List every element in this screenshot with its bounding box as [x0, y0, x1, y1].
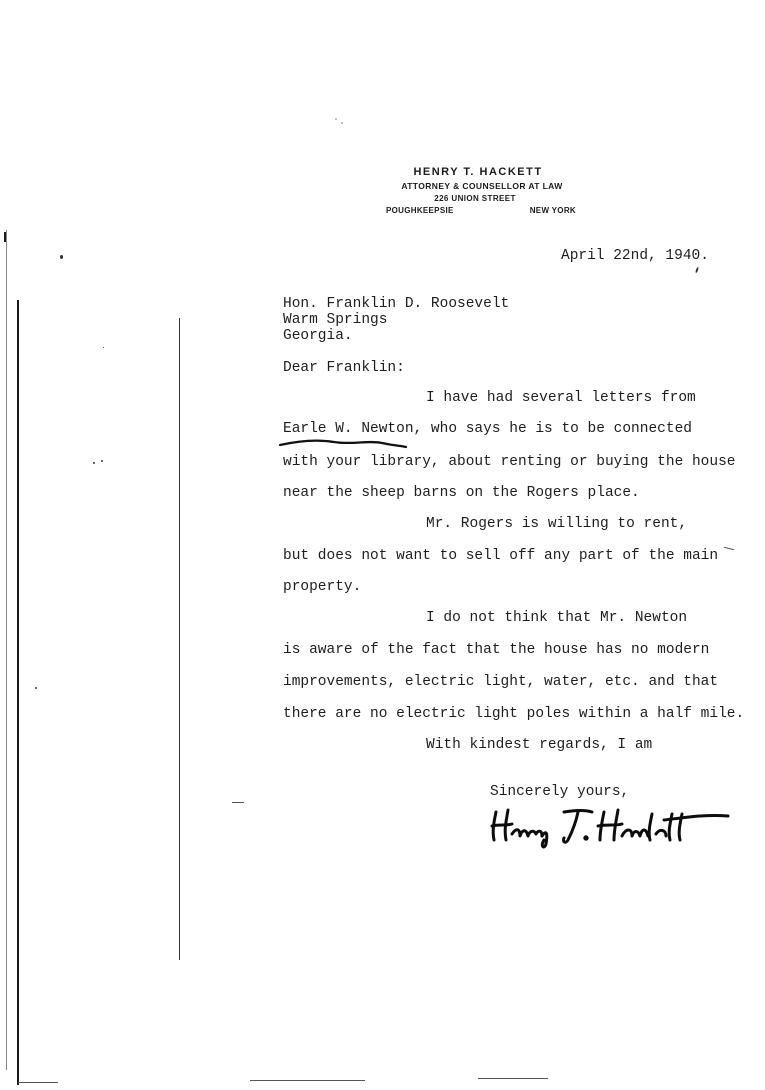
letterhead-city: POUGHKEEPSIE — [386, 206, 454, 215]
letterhead — [380, 166, 590, 215]
letterhead-title: ATTORNEY & COUNSELLOR AT LAW — [401, 181, 563, 191]
bottom-rule-right — [478, 1078, 548, 1079]
ink-speck — [335, 118, 337, 120]
body-line: With kindest regards, I am — [426, 737, 653, 753]
body-line: Mr. Rogers is willing to rent, — [426, 516, 688, 532]
handwritten-signature — [486, 800, 736, 850]
salutation: Dear Franklin: — [283, 360, 405, 376]
stray-dash-right — [724, 547, 734, 551]
body-line: I do not think that Mr. Newton — [426, 610, 688, 626]
left-margin-rule-thin — [6, 230, 7, 1070]
ink-speck — [35, 687, 37, 689]
stray-dash — [232, 802, 244, 803]
body-line: Earle W. Newton, who says he is to be connected — [283, 421, 692, 437]
letterhead-state: NEW YORK — [529, 206, 576, 215]
ink-speck — [341, 122, 343, 124]
closing: Sincerely yours, — [490, 784, 630, 800]
letter-date: April 22nd, 1940. — [561, 248, 709, 264]
body-line: but does not want to sell off any part of the main — [283, 548, 719, 564]
body-line: is aware of the fact that the house has no modern — [283, 642, 710, 658]
handwritten-underline — [278, 436, 410, 450]
ink-speck — [695, 267, 699, 273]
ink-speck — [93, 462, 95, 464]
ink-speck — [103, 347, 104, 348]
left-margin-rule — [17, 300, 19, 1085]
recipient-line-2: Warm Springs — [283, 312, 388, 328]
bottom-rule-mid — [250, 1080, 365, 1081]
body-line: I have had several letters from — [426, 390, 696, 406]
letterhead-street: 226 UNION STREET — [434, 194, 516, 203]
recipient-line-3: Georgia. — [283, 328, 353, 344]
body-line: improvements, electric light, water, etc. and that — [283, 674, 719, 690]
body-line: near the sheep barns on the Rogers place. — [283, 485, 640, 501]
ink-speck — [60, 255, 63, 259]
body-line: with your library, about renting or buying the house — [283, 454, 736, 470]
body-line: property. — [283, 579, 362, 595]
letterhead-name: HENRY T. HACKETT — [413, 166, 543, 178]
bottom-rule-left — [18, 1082, 58, 1083]
left-margin-tick — [4, 232, 6, 242]
letterhead-city-line — [386, 206, 576, 215]
center-fold-rule — [179, 318, 180, 960]
body-line: there are no electric light poles within a half mile. — [283, 706, 745, 722]
recipient-line-1: Hon. Franklin D. Roosevelt — [283, 296, 510, 312]
ink-speck — [101, 460, 103, 462]
